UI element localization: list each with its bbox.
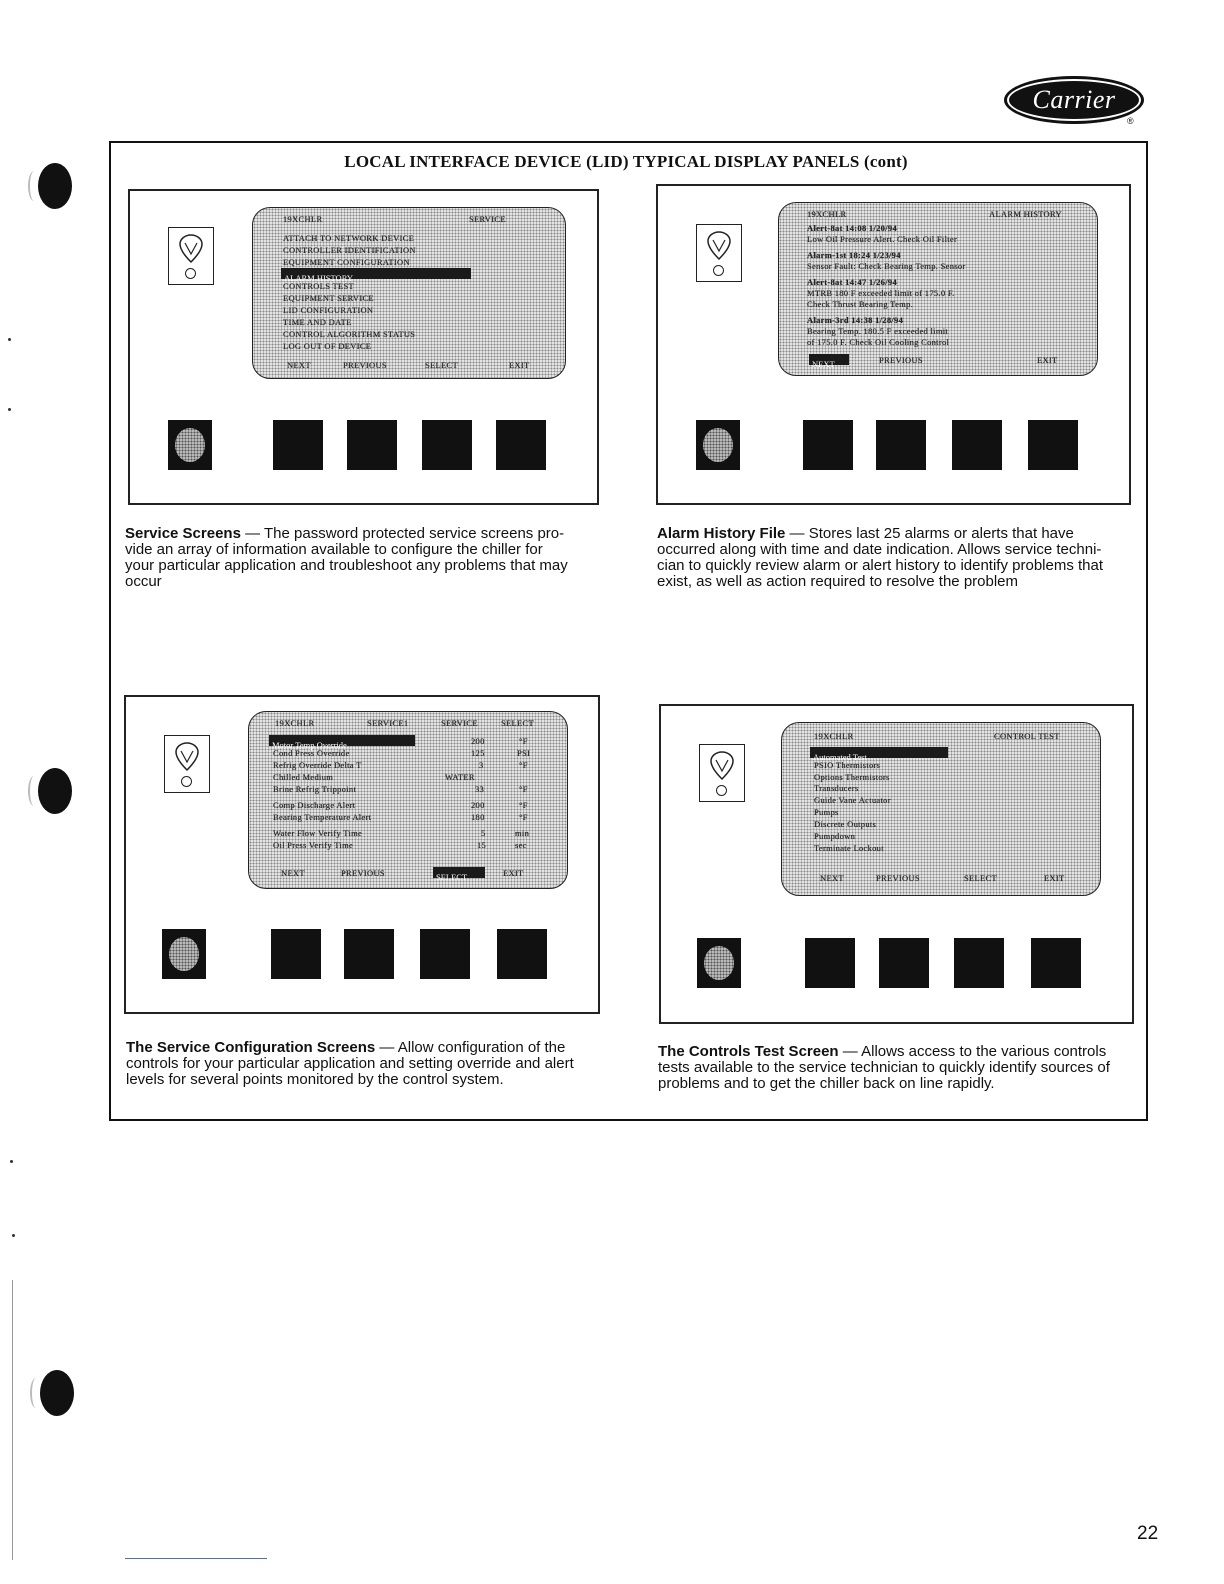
softkey-previous-button[interactable]: [347, 420, 397, 470]
lid-screen: [248, 711, 568, 889]
alarm-entry-line: Low Oil Pressure Alert. Check Oil Filter: [807, 234, 958, 244]
keypad-indicator: [164, 735, 210, 793]
config-unit: °F: [519, 812, 528, 822]
menu-item-selected[interactable]: Automated Test: [810, 747, 948, 758]
softkey-label-previous: PREVIOUS: [343, 360, 387, 370]
keypad-indicator: [699, 744, 745, 802]
config-label[interactable]: Oil Press Verify Time: [273, 840, 354, 850]
alarm-entry-line: of 175.0 F. Check Oil Cooling Control: [807, 337, 950, 347]
config-unit: °F: [519, 760, 528, 770]
menu-item[interactable]: Pumpdown: [814, 831, 856, 841]
alarm-entry-line: Alarm-3rd 14:38 1/28/94: [807, 315, 904, 325]
caption-line: problems and to get the chiller back on line rapidly.: [658, 1075, 995, 1092]
alarm-entry-line: Alarm-1st 18:24 1/23/94: [807, 250, 901, 260]
config-label[interactable]: Water Flow Verify Time: [273, 828, 363, 838]
config-value: 200: [471, 736, 485, 746]
softkey-label-previous: PREVIOUS: [876, 873, 920, 883]
softkey-label-previous: PREVIOUS: [341, 868, 385, 878]
config-unit: PSI: [517, 748, 531, 758]
alarm-button[interactable]: [697, 938, 741, 988]
alarm-entry-line: Check Thrust Bearing Temp.: [807, 299, 914, 309]
config-label[interactable]: Cond Press Override: [273, 748, 350, 758]
caption-line: vide an array of information available to configure the chiller for: [125, 541, 543, 558]
caption-line: occurred along with time and date indication. Allows service techni-: [657, 541, 1102, 558]
caption-heading: Service Screens: [125, 525, 241, 542]
softkey-previous-button[interactable]: [344, 929, 394, 979]
caption-line: The password protected service screens pro-: [264, 525, 565, 542]
caption-line: Allows access to the various controls: [861, 1043, 1107, 1060]
indicator-led: [716, 785, 727, 796]
softkey-label-next: NEXT: [281, 868, 305, 878]
softkey-next-button[interactable]: [803, 420, 853, 470]
softkey-next-button[interactable]: [805, 938, 855, 988]
config-row-selected[interactable]: Motor Temp Override: [269, 735, 415, 746]
scan-edge-line-bottom: [125, 1558, 267, 1559]
menu-item[interactable]: Guide Vane Actuator: [814, 795, 891, 805]
caption-line: controls for your particular application and setting override and alert: [126, 1055, 574, 1072]
softkey-label-exit: EXIT: [1037, 355, 1058, 365]
menu-item-selected[interactable]: ALARM HISTORY: [281, 268, 471, 279]
config-value: 33: [475, 784, 485, 794]
figure-title: LOCAL INTERFACE DEVICE (LID) TYPICAL DISPLAY PANELS (cont): [344, 152, 908, 171]
menu-item[interactable]: CONTROLLER IDENTIFICATION: [283, 245, 416, 255]
binder-hole-middle: [38, 768, 72, 814]
screen-header: SELECT: [501, 718, 534, 728]
softkey-select-button[interactable]: [954, 938, 1004, 988]
menu-item[interactable]: ATTACH TO NETWORK DEVICE: [283, 233, 415, 243]
alarm-button[interactable]: [168, 420, 212, 470]
scan-speck: [8, 338, 11, 341]
page-number: 22: [1137, 1523, 1159, 1544]
alarm-entry-line: Bearing Temp. 180.5 F exceeded limit: [807, 326, 949, 336]
softkey-next-button[interactable]: [273, 420, 323, 470]
scan-speck: [12, 1234, 15, 1237]
menu-item[interactable]: LOG OUT OF DEVICE: [283, 341, 372, 351]
lid-panel-controls-test: [659, 704, 1134, 1024]
config-unit: °F: [519, 784, 528, 794]
softkey-label-exit: EXIT: [509, 360, 530, 370]
caption-service-screens: Service Screens — The password protected service screens pro- vide an array of information available to configure the chiller for your particular application and troubleshoot any problems that may occur: [125, 525, 568, 590]
softkey-label-select: SELECT: [964, 873, 997, 883]
caption-heading: The Service Configuration Screens: [126, 1039, 376, 1056]
config-value: 15: [477, 840, 487, 850]
screen-header-left: 19XCHLR: [814, 731, 854, 741]
droplet-icon: [173, 742, 201, 772]
screen-header-left: 19XCHLR: [283, 214, 323, 224]
config-value: 3: [479, 760, 484, 770]
caption-service-configuration: The Service Configuration Screens — Allow configuration of the controls for your particular application and setting override and alert levels for several points monitored by the control system.: [126, 1039, 574, 1088]
screen-header: SERVICE: [441, 718, 478, 728]
config-label[interactable]: Refrig Override Delta T: [273, 760, 362, 770]
caption-line: Stores last 25 alarms or alerts that have: [808, 525, 1074, 542]
lid-panel-service: [128, 189, 599, 505]
scan-edge-line: [12, 1280, 13, 1560]
softkey-label-next: NEXT: [820, 873, 844, 883]
softkey-label-select: SELECT: [425, 360, 458, 370]
lid-panel-alarm-history: [656, 184, 1131, 505]
caption-line: tests available to the service technician to quickly identify sources of: [658, 1059, 1110, 1076]
caption-line: levels for several points monitored by the control system.: [126, 1071, 504, 1088]
menu-item[interactable]: CONTROL ALGORITHM STATUS: [283, 329, 416, 339]
alarm-entry-line: Alert-8at 14:47 1/26/94: [807, 277, 897, 287]
menu-item[interactable]: TIME AND DATE: [283, 317, 352, 327]
config-value: 125: [471, 748, 485, 758]
screen-header-right: SERVICE: [469, 214, 506, 224]
menu-item[interactable]: EQUIPMENT SERVICE: [283, 293, 374, 303]
caption-alarm-history: Alarm History File — Stores last 25 alarms or alerts that have occurred along with time and date indication. Allows service techni- cian to quickly review alarm or alert history to identify problems that exist, as well as action required to resolve the problem: [657, 525, 1104, 590]
caption-controls-test: The Controls Test Screen — Allows access to the various controls tests available to the service technician to quickly identify sources of problems and to get the chiller back on line rapidly.: [658, 1043, 1110, 1092]
indicator-led: [713, 265, 724, 276]
config-label[interactable]: Chilled Medium: [273, 772, 334, 782]
caption-line: cian to quickly review alarm or alert history to identify problems that: [657, 557, 1104, 574]
indicator-led: [181, 776, 192, 787]
registered-mark: ®: [1127, 116, 1134, 126]
lid-screen: [252, 207, 566, 379]
config-unit: sec: [515, 840, 527, 850]
config-unit: min: [515, 828, 530, 838]
softkey-exit-button[interactable]: [1028, 420, 1078, 470]
screen-header: 19XCHLR: [275, 718, 315, 728]
droplet-icon: [708, 751, 736, 781]
softkey-label-exit: EXIT: [503, 868, 524, 878]
menu-item[interactable]: Terminate Lockout: [814, 843, 884, 853]
alarm-entry-line: MTRB 180 F exceeded limit of 175.0 F.: [807, 288, 955, 298]
config-unit: °F: [519, 736, 528, 746]
softkey-label-exit: EXIT: [1044, 873, 1065, 883]
config-label[interactable]: Bearing Temperature Alert: [273, 812, 372, 822]
softkey-previous-button[interactable]: [876, 420, 926, 470]
screen-header-right: CONTROL TEST: [994, 731, 1060, 741]
config-value: 5: [481, 828, 486, 838]
softkey-select-button[interactable]: [420, 929, 470, 979]
screen-header-left: 19XCHLR: [807, 209, 847, 219]
softkey-previous-button[interactable]: [879, 938, 929, 988]
caption-line: Allow configuration of the: [397, 1039, 566, 1056]
menu-item[interactable]: Transducers: [814, 783, 859, 793]
keypad-indicator: [168, 227, 214, 285]
caption-line: exist, as well as action required to resolve the problem: [657, 573, 1019, 590]
binder-hole-bottom: [40, 1370, 74, 1416]
caption-line: occur: [125, 573, 162, 590]
caption-heading: The Controls Test Screen: [658, 1043, 839, 1060]
softkey-label-next: NEXT: [287, 360, 311, 370]
softkey-exit-button[interactable]: [497, 929, 547, 979]
scan-speck: [8, 408, 11, 411]
lid-screen: [778, 202, 1098, 376]
carrier-logo: [1004, 76, 1144, 124]
softkey-exit-button[interactable]: [1031, 938, 1081, 988]
scan-speck: [10, 1160, 13, 1163]
screen-header-right: ALARM HISTORY: [989, 209, 1062, 219]
keypad-indicator: [696, 224, 742, 282]
indicator-led: [185, 268, 196, 279]
menu-item[interactable]: CONTROLS TEST: [283, 281, 355, 291]
softkey-exit-button[interactable]: [496, 420, 546, 470]
config-label[interactable]: Comp Discharge Alert: [273, 800, 356, 810]
alarm-button[interactable]: [696, 420, 740, 470]
softkey-select-button[interactable]: [422, 420, 472, 470]
droplet-icon: [705, 231, 733, 261]
lid-panel-service-config: [124, 695, 600, 1014]
menu-item[interactable]: EQUIPMENT CONFIGURATION: [283, 257, 410, 267]
binder-hole-shadow: [30, 1378, 42, 1408]
lid-screen: [781, 722, 1101, 896]
alarm-entry-line: Sensor Fault: Check Bearing Temp. Sensor: [807, 261, 966, 271]
menu-item[interactable]: Discrete Outputs: [814, 819, 877, 829]
alarm-button[interactable]: [162, 929, 206, 979]
config-value: 200: [471, 800, 485, 810]
softkey-label-next-selected: NEXT: [809, 354, 849, 365]
logo-text: Carrier: [1032, 85, 1116, 114]
config-value: WATER: [445, 772, 475, 782]
binder-hole-shadow: [28, 776, 40, 806]
binder-hole-shadow: [28, 171, 40, 201]
caption-heading: Alarm History File: [657, 525, 786, 542]
droplet-icon: [177, 234, 205, 264]
config-value: 180: [471, 812, 485, 822]
screen-header: SERVICE1: [367, 718, 409, 728]
menu-item[interactable]: LID CONFIGURATION: [283, 305, 374, 315]
menu-item[interactable]: PSIO Thermistors: [814, 760, 881, 770]
menu-item[interactable]: Options Thermistors: [814, 772, 890, 782]
softkey-label-previous: PREVIOUS: [879, 355, 923, 365]
config-unit: °F: [519, 800, 528, 810]
config-label[interactable]: Brine Refrig Trippoint: [273, 784, 357, 794]
alarm-entry-line: Alert-8at 14:08 1/20/94: [807, 223, 897, 233]
softkey-next-button[interactable]: [271, 929, 321, 979]
softkey-select-button[interactable]: [952, 420, 1002, 470]
softkey-label-select-selected: SELECT: [433, 867, 485, 878]
caption-line: your particular application and troubleshoot any problems that may: [125, 557, 568, 574]
menu-item[interactable]: Pumps: [814, 807, 839, 817]
